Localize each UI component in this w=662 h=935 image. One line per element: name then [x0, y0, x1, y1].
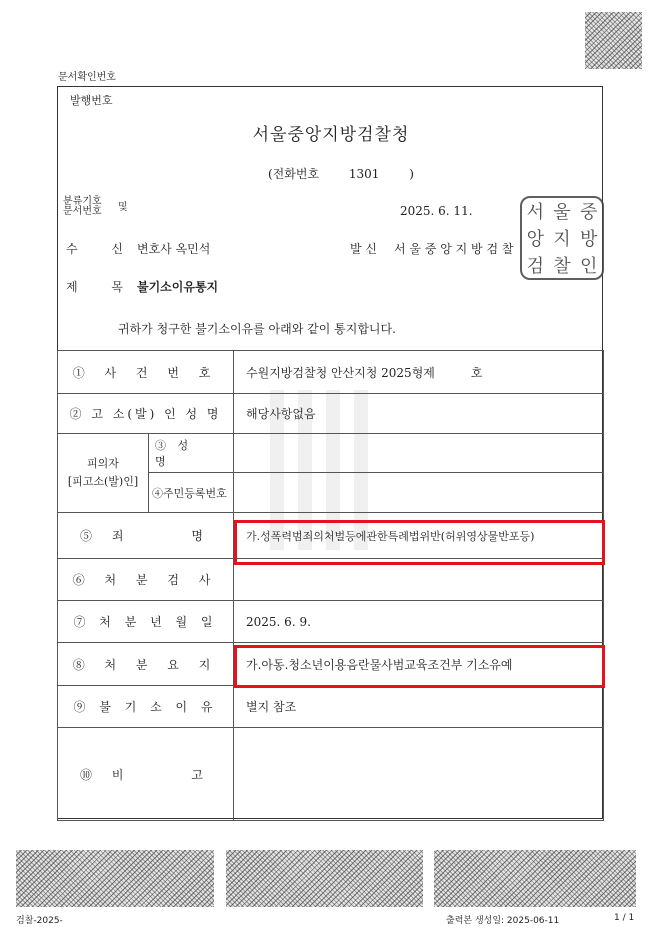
subject-value: 불기소이유통지 [137, 280, 219, 294]
suspect-id-value [234, 473, 604, 513]
recipient-value: 변호사 옥민석 [137, 242, 211, 256]
complainant-value: 해당사항없음 [234, 394, 604, 434]
suspect-group-subtitle: [피고소(발)인] [67, 475, 139, 488]
table-row [58, 434, 604, 473]
page-title: 서울중앙지방검찰청 [252, 125, 410, 145]
complainant-label: ② 고 소(발) 인 성 명 [58, 394, 234, 434]
suspect-group-label [58, 434, 149, 513]
issue-no-label: 발행번호 [70, 94, 113, 107]
barcode-right [434, 850, 636, 907]
notice-table [57, 350, 604, 821]
table-row [58, 601, 604, 643]
phone-line [268, 165, 414, 182]
barcode-middle [226, 850, 423, 907]
suspect-name-value [234, 434, 604, 473]
suspect-name-label: ③ 성 명 [149, 434, 234, 473]
case-no-value: 수원지방검찰청 안산지청 2025형제 호 [234, 351, 604, 394]
qr-code-top [585, 12, 642, 69]
classification-label-1: 분류기호 [63, 196, 102, 207]
recipient-label: 수 신 [66, 242, 129, 256]
phone-label: (전화번호 [268, 167, 320, 181]
highlight-box-disposal [234, 645, 605, 688]
official-seal: 서 울 중 앙 지 방 검 찰 인 [520, 196, 604, 280]
highlight-box-charge [234, 520, 605, 565]
classification-and: 및 [118, 202, 128, 213]
table-row [58, 351, 604, 394]
phone-close: ) [409, 167, 414, 181]
disposal-date-value: 2025. 6. 9. [234, 601, 604, 643]
table-row [58, 686, 604, 728]
suspect-group-title: 피의자 [87, 457, 119, 470]
table-row [58, 728, 604, 821]
doc-confirm-label: 문서확인번호 [58, 72, 116, 83]
charge-label: ⑤ 죄 명 [58, 513, 234, 559]
case-no-label: ① 사 건 번 호 [58, 351, 234, 394]
subject-label: 제 목 [66, 280, 129, 294]
footer-printed: 출력본 생성일: 2025-06-11 [446, 916, 560, 926]
phone-number: 1301 [348, 167, 380, 181]
remarks-label: ⑩ 비 고 [58, 728, 234, 821]
disposal-summary-label: ⑧ 처 분 요 지 [58, 643, 234, 686]
prosecutor-label: ⑥ 처 분 검 사 [58, 559, 234, 601]
footer-left: 검찰-2025- [16, 916, 63, 926]
table-row [58, 394, 604, 434]
disposal-date-label: ⑦ 처 분 년 월 일 [58, 601, 234, 643]
sender-label: 발 신 [350, 242, 377, 256]
remarks-value [234, 728, 604, 821]
disposal-summary-value: 가.아동.청소년이용음란물사범교육조건부 기소유예 [234, 643, 604, 686]
reason-value: 별지 참조 [234, 686, 604, 728]
suspect-id-label: ④주민등록번호 [149, 473, 234, 513]
classification-label-2: 문서번호 [63, 206, 102, 217]
barcode-left [16, 850, 214, 907]
intro-text: 귀하가 청구한 불기소이유를 아래와 같이 통지합니다. [118, 322, 396, 336]
reason-label: ⑨ 불 기 소 이 유 [58, 686, 234, 728]
sender-value: 서 울 중 앙 지 방 검 찰 [394, 242, 514, 256]
document-date: 2025. 6. 11. [400, 204, 473, 218]
charge-value: 가.성폭력범죄의처벌등에관한특례법위반(허위영상물반포등) [234, 513, 604, 559]
classification-label [63, 197, 102, 217]
footer-page: 1 / 1 [614, 913, 635, 923]
